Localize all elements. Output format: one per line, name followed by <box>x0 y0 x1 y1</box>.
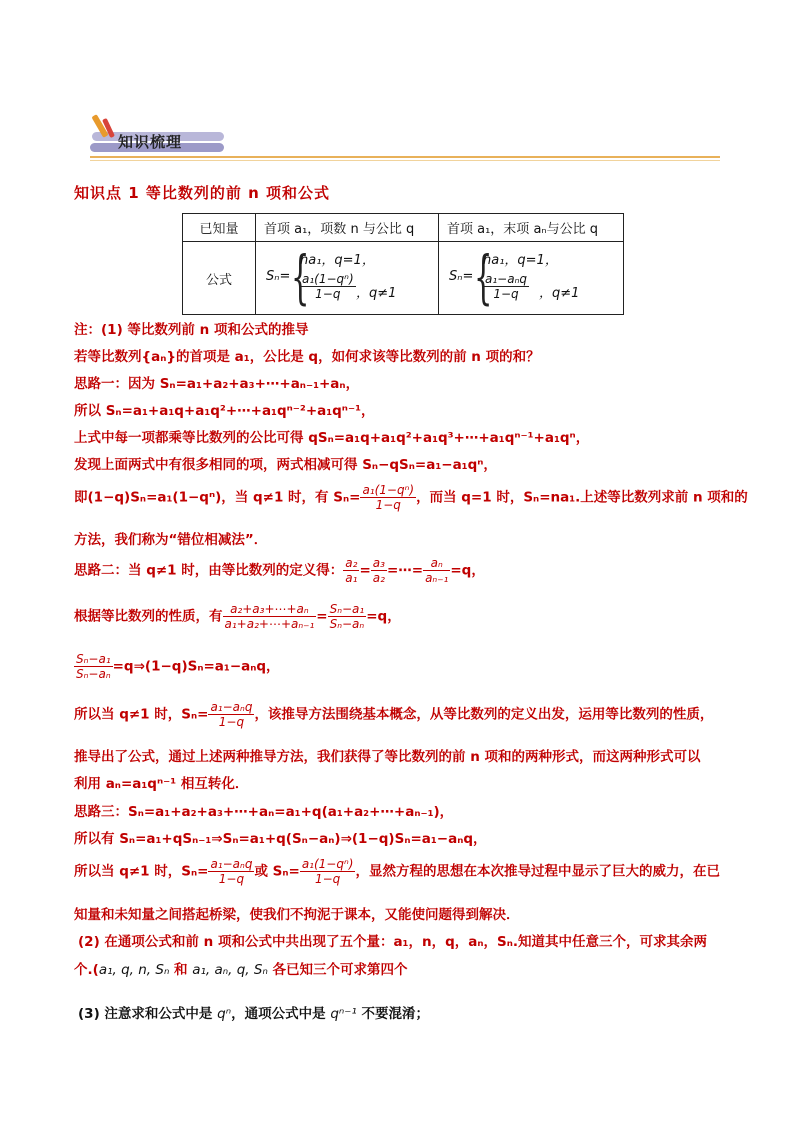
case-q-equals-1: na₁，q=1， <box>483 253 558 268</box>
text-line: 若等比数列{aₙ}的首项是 a₁，公比是 q，如何求该等比数列的前 n 项的和？ <box>74 349 540 365</box>
text-line: 利用 aₙ=a₁qⁿ⁻¹ 相互转化． <box>74 776 249 792</box>
text-line: 思路一：因为 Sₙ=a₁+a₂+a₃+⋯+aₙ₋₁+aₙ， <box>74 376 360 392</box>
case-q-equals-1: na₁，q=1， <box>300 253 375 268</box>
formula-cell-1 <box>256 242 439 315</box>
table-header-case2: 首项 a₁，末项 aₙ与公比 q <box>439 214 624 242</box>
text-line: (3) 注意求和公式中是 qⁿ，通项公式中是 qⁿ⁻¹ 不要混淆； <box>78 1006 430 1022</box>
knowledge-logo <box>90 112 230 158</box>
text-line: 个.(a₁, q, n, Sₙ 和 a₁, aₙ, q, Sₙ 各已知三个可求第四个 <box>74 962 408 978</box>
formula-table <box>182 213 624 315</box>
formula-cell-2 <box>439 242 624 315</box>
brace-symbol: { <box>291 243 310 311</box>
note-heading: 注：(1) 等比数列前 n 项和公式的推导 <box>74 322 309 338</box>
text-line: 所以当 q≠1 时，Sₙ= a₁−aₙq 1−q 或 Sₙ= $\frac{\text{a₁(1−qⁿ)}}{1-q}$ ，显然方程的思想在本次推导过程中显示了巨大的威力，在已 <box>74 857 720 886</box>
table-header-known: 已知量 <box>183 214 256 242</box>
text-line: (2) 在通项公式和前 n 项和公式中共出现了五个量：a₁，n，q，aₙ，Sₙ.知道其中任意三个，可求其余两 <box>78 934 708 950</box>
header-divider <box>90 156 720 158</box>
header-title: 知识梳理 <box>118 133 183 151</box>
fraction: $\frac{\text{a₁(1−qⁿ)}}{1-q}$ <box>302 272 354 301</box>
brace-symbol: { <box>474 243 493 311</box>
header-divider-thin <box>90 160 720 161</box>
text-line: 所以有 Sₙ=a₁+qSₙ₋₁⇒Sₙ=a₁+q(Sₙ−aₙ)⇒(1−q)Sₙ=a₁−aₙq， <box>74 831 487 847</box>
text-line: 上式中每一项都乘等比数列的公比可得 qSₙ=a₁q+a₁q²+a₁q³+⋯+a₁qⁿ⁻¹+a₁qⁿ， <box>74 430 590 446</box>
text-line: 根据等比数列的性质，有 $\frac{\text{a₂+a₃+⋯+aₙ}}{\text{a₁+a₂+⋯+aₙ₋₁}}$ = $\frac{\text{Sₙ−a₁}}{\text{Sₙ−aₙ}}$ =q， <box>74 602 401 631</box>
text-line: 推导出了公式，通过上述两种推导方法，我们获得了等比数列的前 n 项和的两种形式，而这两种形式可以 <box>74 749 701 765</box>
text-line: 方法，我们称为“错位相减法”． <box>74 532 268 548</box>
sn-label: Sₙ= <box>449 269 474 284</box>
table-header-case1: 首项 a₁，项数 n 与公比 q <box>256 214 439 242</box>
case-q-not-1: ，q≠1 <box>539 286 580 301</box>
text-line: 思路二：当 q≠1 时，由等比数列的定义得： $\frac{\text{a₂}}{\text{a₁}}$ = $\frac{\text{a₃}}{\text{a₂}}$ =⋯= $\frac{\text{aₙ}}{\text{aₙ₋₁}}$ =q， <box>74 556 485 585</box>
text-line: 所以当 q≠1 时，Sₙ= a₁−aₙq 1−q ，该推导方法围绕基本概念，从等比数列的定义出发，运用等比数列的性质， <box>74 700 714 729</box>
fraction: a₁−aₙq 1−q <box>485 272 527 301</box>
text-line: 即(1−q)Sₙ=a₁(1−qⁿ)，当 q≠1 时，有 Sₙ= $\frac{\text{a₁(1−qⁿ)}}{1-q}$ ，而当 q=1 时，Sₙ=na₁.上述等比数列求前 n 项和的 <box>74 483 748 512</box>
case-q-not-1: ，q≠1 <box>356 286 397 301</box>
sn-label: Sₙ= <box>266 269 291 284</box>
text-line: 所以 Sₙ=a₁+a₁q+a₁q²+⋯+a₁qⁿ⁻²+a₁qⁿ⁻¹， <box>74 403 375 419</box>
table-row-label: 公式 <box>183 242 256 315</box>
text-line: $\frac{\text{Sₙ−a₁}}{\text{Sₙ−aₙ}}$ =q⇒(1−q)Sₙ=a₁−aₙq， <box>76 652 280 681</box>
text-line: 思路三：Sₙ=a₁+a₂+a₃+⋯+aₙ=a₁+q(a₁+a₂+⋯+aₙ₋₁)， <box>74 804 454 820</box>
section-header <box>90 112 720 162</box>
fraction: $\frac{\text{a₁(1−qⁿ)}}{1-q}$ <box>362 483 415 512</box>
text-line: 发现上面两式中有很多相同的项，两式相减可得 Sₙ−qSₙ=a₁−a₁qⁿ， <box>74 457 497 473</box>
text-line: 知量和未知量之间搭起桥梁，使我们不拘泥于课本，又能使问题得到解决． <box>74 907 520 923</box>
section-title: 知识点 1 等比数列的前 n 项和公式 <box>74 184 331 202</box>
